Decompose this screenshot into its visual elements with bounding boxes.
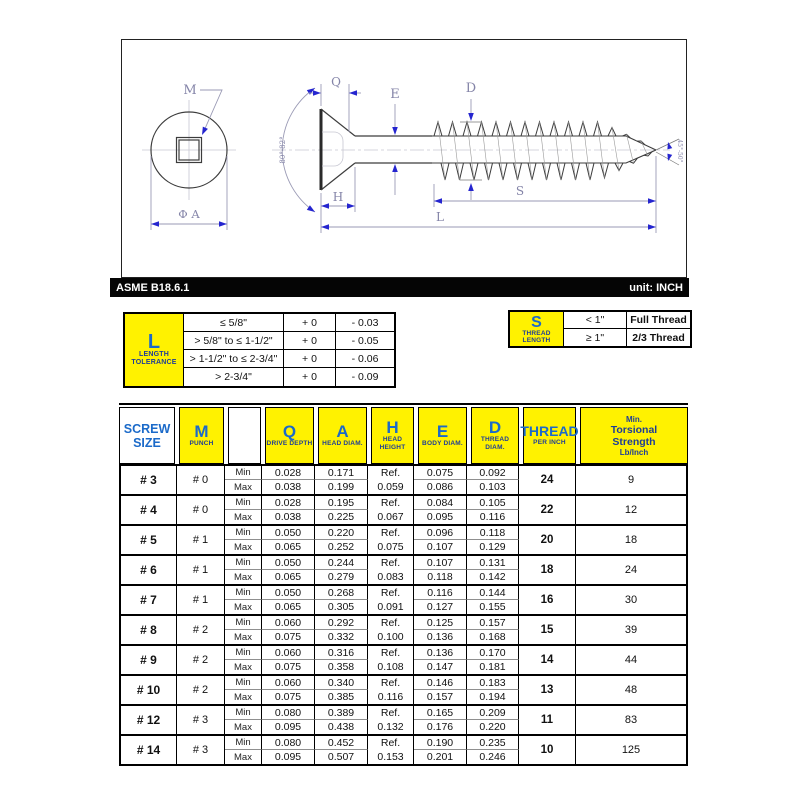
header-d-symbol: D — [488, 418, 502, 437]
thread-line — [482, 122, 489, 180]
spec-table-header — [119, 403, 688, 464]
spec-cell-tpi: 16 — [519, 586, 576, 614]
phiA-arrow-right — [219, 221, 227, 227]
spec-cell-tpi: 20 — [519, 526, 576, 554]
phiA-arrow-left — [151, 221, 159, 227]
spec-table-row — [121, 736, 686, 764]
spec-cell-a-max: 0.385 — [315, 690, 368, 704]
spec-cell-q-min: 0.060 — [262, 676, 315, 690]
header-screw-line1: SCREW — [123, 421, 171, 436]
spec-cell-a-min: 0.316 — [315, 646, 368, 660]
spec-cell-e-min: 0.190 — [414, 736, 467, 750]
spec-cell-size: # 5 — [121, 526, 177, 554]
l-arrow-left — [321, 224, 329, 230]
spec-table-row — [121, 706, 686, 736]
header-drive-depth — [265, 407, 314, 464]
header-punch-label: PUNCH — [189, 440, 214, 447]
spec-table-row — [121, 586, 686, 616]
spec-cell-q-min: 0.060 — [262, 646, 315, 660]
spec-cell-h — [368, 556, 414, 584]
spec-cell-h-ref: Ref. — [380, 497, 401, 509]
spec-cell-size: # 7 — [121, 586, 177, 614]
spec-cell-h-ref: Ref. — [380, 527, 401, 539]
spec-cell-h-value: 0.153 — [377, 751, 404, 763]
spec-cell-e-max: 0.086 — [414, 480, 467, 494]
spec-cell-q-max: 0.095 — [262, 750, 315, 764]
spec-cell-max-label: Max — [225, 630, 262, 644]
spec-cell-min-label: Min — [225, 586, 262, 600]
spec-cell-q-max: 0.075 — [262, 690, 315, 704]
thread-line — [438, 122, 445, 180]
spec-cell-q-min: 0.050 — [262, 586, 315, 600]
thread-line — [496, 122, 503, 180]
spec-cell-d-min: 0.118 — [467, 526, 519, 540]
spec-cell-a-max: 0.199 — [315, 480, 368, 494]
spec-cell-size: # 10 — [121, 676, 177, 704]
spec-cell-d-min: 0.092 — [467, 466, 519, 480]
spec-cell-e-max: 0.136 — [414, 630, 467, 644]
unit-label: unit: INCH — [629, 281, 683, 294]
header-thread-per-inch — [520, 407, 579, 464]
spec-cell-a-max: 0.358 — [315, 660, 368, 674]
spec-cell-min-label: Min — [225, 496, 262, 510]
thread-line — [441, 163, 449, 180]
spec-cell-size: # 14 — [121, 736, 177, 764]
spec-cell-a-min: 0.171 — [315, 466, 368, 480]
header-punch-symbol: M — [194, 422, 209, 441]
tolerance-minus: - 0.06 — [336, 350, 394, 368]
spec-cell-e-min: 0.165 — [414, 706, 467, 720]
tolerance-plus: + 0 — [284, 314, 336, 332]
spec-cell-a-min: 0.244 — [315, 556, 368, 570]
spec-cell-max-label: Max — [225, 750, 262, 764]
tolerance-symbol-cell — [125, 314, 184, 386]
label-H: H — [332, 190, 344, 204]
spec-cell-punch: # 1 — [177, 556, 225, 584]
spec-table-row — [121, 496, 686, 526]
header-strength-line2: Torsional — [610, 423, 658, 436]
spec-cell-d-max: 0.116 — [467, 510, 519, 524]
spec-cell-d-max: 0.103 — [467, 480, 519, 494]
end-view — [142, 83, 236, 230]
spec-cell-d-min: 0.157 — [467, 616, 519, 630]
s-arrow-left — [434, 198, 442, 204]
spec-cell-max-label: Max — [225, 660, 262, 674]
spec-cell-h-ref: Ref. — [380, 467, 401, 479]
spec-cell-e-min: 0.146 — [414, 676, 467, 690]
thread-line — [525, 122, 532, 180]
spec-cell-punch: # 2 — [177, 646, 225, 674]
thread-line — [453, 122, 460, 180]
spec-cell-strength: 39 — [624, 624, 638, 636]
header-head-height — [371, 407, 414, 464]
header-strength-line4: Lb/Inch — [619, 447, 649, 457]
header-minmax-spacer — [228, 407, 261, 464]
spec-cell-max-label: Max — [225, 510, 262, 524]
spec-cell-e-min: 0.107 — [414, 556, 467, 570]
spec-cell-d-max: 0.181 — [467, 660, 519, 674]
spec-cell-h-value: 0.132 — [377, 721, 404, 733]
label-Q: Q — [331, 75, 341, 89]
spec-cell-e-min: 0.075 — [414, 466, 467, 480]
q-arrow-right — [349, 90, 357, 96]
spec-cell-h — [368, 616, 414, 644]
header-h-symbol: H — [386, 418, 399, 437]
spec-table-body — [119, 464, 688, 766]
spec-cell-e-min: 0.096 — [414, 526, 467, 540]
spec-cell-size: # 12 — [121, 706, 177, 734]
header-torsional-strength — [580, 407, 688, 464]
spec-cell-e-max: 0.176 — [414, 720, 467, 734]
spec-cell-strength: 44 — [624, 654, 638, 666]
thread-symbol: S — [531, 313, 542, 331]
spec-cell-h-value: 0.075 — [377, 541, 404, 553]
spec-cell-a-min: 0.220 — [315, 526, 368, 540]
spec-cell-tpi: 24 — [519, 466, 576, 494]
spec-cell-h-ref: Ref. — [380, 647, 401, 659]
spec-cell-h-value: 0.108 — [377, 661, 404, 673]
thread-length-table — [508, 310, 692, 348]
spec-cell-size: # 8 — [121, 616, 177, 644]
spec-cell-q-min: 0.050 — [262, 526, 315, 540]
spec-cell-h-value: 0.059 — [377, 481, 404, 493]
spec-cell-e-max: 0.147 — [414, 660, 467, 674]
header-a-symbol: A — [336, 422, 349, 441]
spec-cell-h-value: 0.067 — [377, 511, 404, 523]
spec-cell-h-value: 0.091 — [377, 601, 404, 613]
thread-line — [554, 122, 561, 180]
spec-cell-strength: 30 — [624, 594, 638, 606]
recess-hidden-outline — [322, 132, 343, 166]
spec-cell-min-label: Min — [225, 736, 262, 750]
spec-cell-d-max: 0.129 — [467, 540, 519, 554]
spec-cell-d-min: 0.235 — [467, 736, 519, 750]
label-S: S — [515, 184, 525, 198]
spec-cell-d-max: 0.168 — [467, 630, 519, 644]
header-h-label: HEAD HEIGHT — [379, 436, 406, 451]
spec-cell-a-max: 0.438 — [315, 720, 368, 734]
spec-cell-a-min: 0.268 — [315, 586, 368, 600]
spec-cell-a-min: 0.340 — [315, 676, 368, 690]
spec-cell-tpi: 18 — [519, 556, 576, 584]
spec-cell-max-label: Max — [225, 690, 262, 704]
spec-cell-tpi: 11 — [519, 706, 576, 734]
thread-line — [572, 163, 580, 180]
spec-cell-q-min: 0.080 — [262, 736, 315, 750]
spec-cell-punch: # 2 — [177, 676, 225, 704]
thread-line — [456, 163, 464, 180]
label-L: L — [436, 210, 444, 224]
spec-cell-e-max: 0.201 — [414, 750, 467, 764]
spec-cell-a-max: 0.332 — [315, 630, 368, 644]
spec-cell-tpi: 13 — [519, 676, 576, 704]
spec-cell-punch: # 2 — [177, 616, 225, 644]
e-arrow-top — [392, 127, 398, 135]
tolerance-symbol: L — [147, 331, 161, 353]
spec-cell-size: # 3 — [121, 466, 177, 494]
tolerance-range: ≤ 5/8" — [184, 314, 284, 332]
spec-cell-d-max: 0.155 — [467, 600, 519, 614]
thread-line — [583, 122, 590, 180]
e-arrow-bottom — [392, 164, 398, 172]
thread-line — [485, 163, 493, 180]
spec-cell-min-label: Min — [225, 466, 262, 480]
thread-line — [511, 122, 518, 180]
thread-line — [557, 163, 565, 180]
header-d-label: THREAD DIAM. — [480, 436, 510, 451]
spec-cell-strength: 9 — [627, 474, 635, 486]
spec-cell-h — [368, 496, 414, 524]
spec-cell-punch: # 0 — [177, 466, 225, 494]
spec-cell-a-max: 0.225 — [315, 510, 368, 524]
tolerance-title-line1: LENGTH — [139, 351, 169, 358]
spec-cell-q-max: 0.065 — [262, 570, 315, 584]
spec-cell-d-min: 0.170 — [467, 646, 519, 660]
header-strength-line3: Strength — [612, 435, 656, 448]
thread-line — [641, 141, 648, 156]
spec-cell-h-value: 0.116 — [377, 691, 404, 703]
tolerance-plus: + 0 — [284, 332, 336, 350]
spec-table-row — [121, 646, 686, 676]
thread-line — [499, 163, 507, 180]
spec-cell-a-min: 0.389 — [315, 706, 368, 720]
spec-cell-punch: # 1 — [177, 586, 225, 614]
spec-cell-strength: 18 — [624, 534, 638, 546]
header-thread-label: PER INCH — [533, 439, 566, 446]
label-E: E — [390, 87, 400, 102]
spec-cell-size: # 6 — [121, 556, 177, 584]
header-thread-symbol: THREAD — [520, 423, 579, 439]
spec-cell-e-max: 0.107 — [414, 540, 467, 554]
spec-cell-max-label: Max — [225, 570, 262, 584]
tolerance-plus: + 0 — [284, 368, 336, 386]
spec-cell-d-min: 0.209 — [467, 706, 519, 720]
spec-cell-h-ref: Ref. — [380, 677, 401, 689]
header-body-diam — [418, 407, 467, 464]
spec-cell-h-ref: Ref. — [380, 587, 401, 599]
spec-cell-h-value: 0.083 — [377, 571, 404, 583]
header-a-label: HEAD DIAM. — [322, 440, 363, 447]
l-arrow-right — [648, 224, 656, 230]
spec-cell-punch: # 3 — [177, 706, 225, 734]
spec-cell-a-min: 0.452 — [315, 736, 368, 750]
header-q-symbol: Q — [282, 422, 297, 441]
spec-cell-h — [368, 586, 414, 614]
spec-cell-min-label: Min — [225, 556, 262, 570]
label-point-angle: 45°-50° — [676, 139, 683, 163]
header-screw-size — [119, 407, 175, 464]
spec-cell-h-ref: Ref. — [380, 617, 401, 629]
tolerance-range: > 1-1/2" to ≤ 2-3/4" — [184, 350, 284, 368]
spec-cell-h-ref: Ref. — [380, 557, 401, 569]
spec-cell-e-min: 0.084 — [414, 496, 467, 510]
spec-cell-q-max: 0.065 — [262, 540, 315, 554]
spec-cell-e-min: 0.136 — [414, 646, 467, 660]
spec-cell-q-min: 0.060 — [262, 616, 315, 630]
spec-table-row — [121, 676, 686, 706]
spec-cell-size: # 4 — [121, 496, 177, 524]
spec-cell-q-max: 0.075 — [262, 630, 315, 644]
spec-cell-h — [368, 676, 414, 704]
spec-cell-punch: # 3 — [177, 736, 225, 764]
spec-cell-max-label: Max — [225, 720, 262, 734]
spec-cell-a-min: 0.292 — [315, 616, 368, 630]
spec-cell-q-max: 0.095 — [262, 720, 315, 734]
spec-cell-d-min: 0.183 — [467, 676, 519, 690]
spec-cell-punch: # 1 — [177, 526, 225, 554]
spec-cell-h — [368, 526, 414, 554]
thread-condition: ≥ 1" — [564, 329, 627, 346]
tolerance-minus: - 0.09 — [351, 371, 379, 383]
spec-cell-d-max: 0.142 — [467, 570, 519, 584]
screw-spec-table — [119, 403, 688, 766]
spec-cell-strength: 24 — [624, 564, 638, 576]
thread-line — [470, 163, 478, 180]
spec-cell-d-max: 0.246 — [467, 750, 519, 764]
spec-cell-max-label: Max — [225, 480, 262, 494]
spec-cell-max-label: Max — [225, 540, 262, 554]
thread-title-line2: LENGTH — [522, 336, 551, 344]
spec-table-row — [121, 556, 686, 586]
standard-title-bar — [110, 278, 689, 297]
spec-cell-d-min: 0.144 — [467, 586, 519, 600]
spec-cell-e-min: 0.116 — [414, 586, 467, 600]
header-e-label: BODY DIAM. — [422, 440, 463, 447]
header-strength-line1: Min. — [626, 414, 642, 424]
spec-cell-strength: 48 — [624, 684, 638, 696]
spec-cell-a-min: 0.195 — [315, 496, 368, 510]
thread-symbol-cell — [510, 312, 564, 346]
m-leader-arrow — [199, 127, 207, 137]
spec-cell-tpi: 10 — [519, 736, 576, 764]
header-e-symbol: E — [436, 422, 449, 441]
spec-cell-h-ref: Ref. — [380, 737, 401, 749]
spec-cell-strength: 12 — [624, 504, 638, 516]
spec-cell-tpi: 15 — [519, 616, 576, 644]
header-head-diam — [318, 407, 367, 464]
spec-cell-h-value: 0.100 — [377, 631, 404, 643]
spec-cell-size: # 9 — [121, 646, 177, 674]
spec-cell-tpi: 14 — [519, 646, 576, 674]
spec-cell-a-max: 0.507 — [315, 750, 368, 764]
h-arrow-right — [347, 203, 355, 209]
spec-cell-h — [368, 646, 414, 674]
label-M: M — [183, 83, 197, 98]
spec-cell-a-max: 0.279 — [315, 570, 368, 584]
spec-cell-q-min: 0.028 — [262, 466, 315, 480]
thread-line — [514, 163, 522, 180]
label-D: D — [465, 81, 477, 96]
spec-table-row — [121, 526, 686, 556]
spec-cell-min-label: Min — [225, 676, 262, 690]
screw-drawing-panel — [121, 39, 687, 278]
spec-cell-strength: 125 — [621, 744, 641, 756]
spec-cell-max-label: Max — [225, 600, 262, 614]
side-view — [272, 75, 683, 233]
spec-table-row — [121, 616, 686, 646]
spec-cell-h — [368, 706, 414, 734]
screw-technical-drawing — [122, 40, 685, 276]
spec-cell-q-max: 0.038 — [262, 510, 315, 524]
spec-cell-e-max: 0.118 — [414, 570, 467, 584]
label-head-angle: 80°-82° — [279, 136, 287, 164]
spec-cell-e-max: 0.127 — [414, 600, 467, 614]
spec-cell-e-max: 0.095 — [414, 510, 467, 524]
tolerance-minus: - 0.03 — [336, 314, 394, 332]
spec-cell-h — [368, 466, 414, 494]
thread-line — [540, 122, 547, 180]
spec-cell-punch: # 0 — [177, 496, 225, 524]
spec-cell-d-min: 0.105 — [467, 496, 519, 510]
header-punch — [179, 407, 224, 464]
thread-line — [528, 163, 536, 180]
spec-cell-d-max: 0.220 — [467, 720, 519, 734]
spec-table-row — [121, 466, 686, 496]
spec-cell-q-min: 0.080 — [262, 706, 315, 720]
thread-title-line1: THREAD — [522, 329, 551, 337]
thread-value: Full Thread — [627, 312, 690, 329]
thread-line — [569, 122, 576, 180]
thread-line — [431, 136, 656, 150]
spec-cell-a-max: 0.305 — [315, 600, 368, 614]
spec-cell-q-min: 0.050 — [262, 556, 315, 570]
label-phiA: Φ A — [178, 207, 200, 221]
spec-cell-min-label: Min — [225, 646, 262, 660]
spec-cell-a-max: 0.252 — [315, 540, 368, 554]
spec-cell-d-max: 0.194 — [467, 690, 519, 704]
spec-cell-q-min: 0.028 — [262, 496, 315, 510]
length-tolerance-table — [123, 312, 396, 388]
spec-cell-d-min: 0.131 — [467, 556, 519, 570]
q-arrow-left — [313, 90, 321, 96]
spec-cell-q-max: 0.075 — [262, 660, 315, 674]
d-arrow-top — [468, 113, 474, 121]
thread-line — [586, 163, 594, 180]
spec-cell-min-label: Min — [225, 616, 262, 630]
tolerance-range: > 5/8" to ≤ 1-1/2" — [184, 332, 284, 350]
tolerance-range: > 2-3/4" — [184, 368, 284, 386]
spec-cell-tpi: 22 — [519, 496, 576, 524]
spec-cell-e-min: 0.125 — [414, 616, 467, 630]
header-thread-diam — [471, 407, 519, 464]
thread-condition: < 1" — [564, 312, 627, 329]
tolerance-plus: + 0 — [284, 350, 336, 368]
spec-cell-q-max: 0.065 — [262, 600, 315, 614]
spec-cell-strength: 83 — [624, 714, 638, 726]
spec-cell-min-label: Min — [225, 706, 262, 720]
s-arrow-right — [648, 198, 656, 204]
tolerance-title-line2: TOLERANCE — [131, 359, 177, 366]
d-arrow-bottom — [468, 183, 474, 191]
thread-value: 2/3 Thread — [632, 331, 685, 344]
tolerance-minus: - 0.05 — [336, 332, 394, 350]
spec-cell-h — [368, 736, 414, 764]
standard-name: ASME B18.6.1 — [116, 281, 190, 294]
spec-cell-h-ref: Ref. — [380, 707, 401, 719]
header-screw-line2: SIZE — [133, 435, 161, 450]
thread-profile — [431, 122, 656, 180]
h-arrow-left — [321, 203, 329, 209]
spec-cell-e-max: 0.157 — [414, 690, 467, 704]
thread-line — [467, 122, 474, 180]
spec-cell-min-label: Min — [225, 526, 262, 540]
spec-cell-q-max: 0.038 — [262, 480, 315, 494]
head-cone-bottom — [321, 163, 355, 190]
header-q-label: DRIVE DEPTH — [266, 440, 313, 447]
thread-line — [543, 163, 551, 180]
